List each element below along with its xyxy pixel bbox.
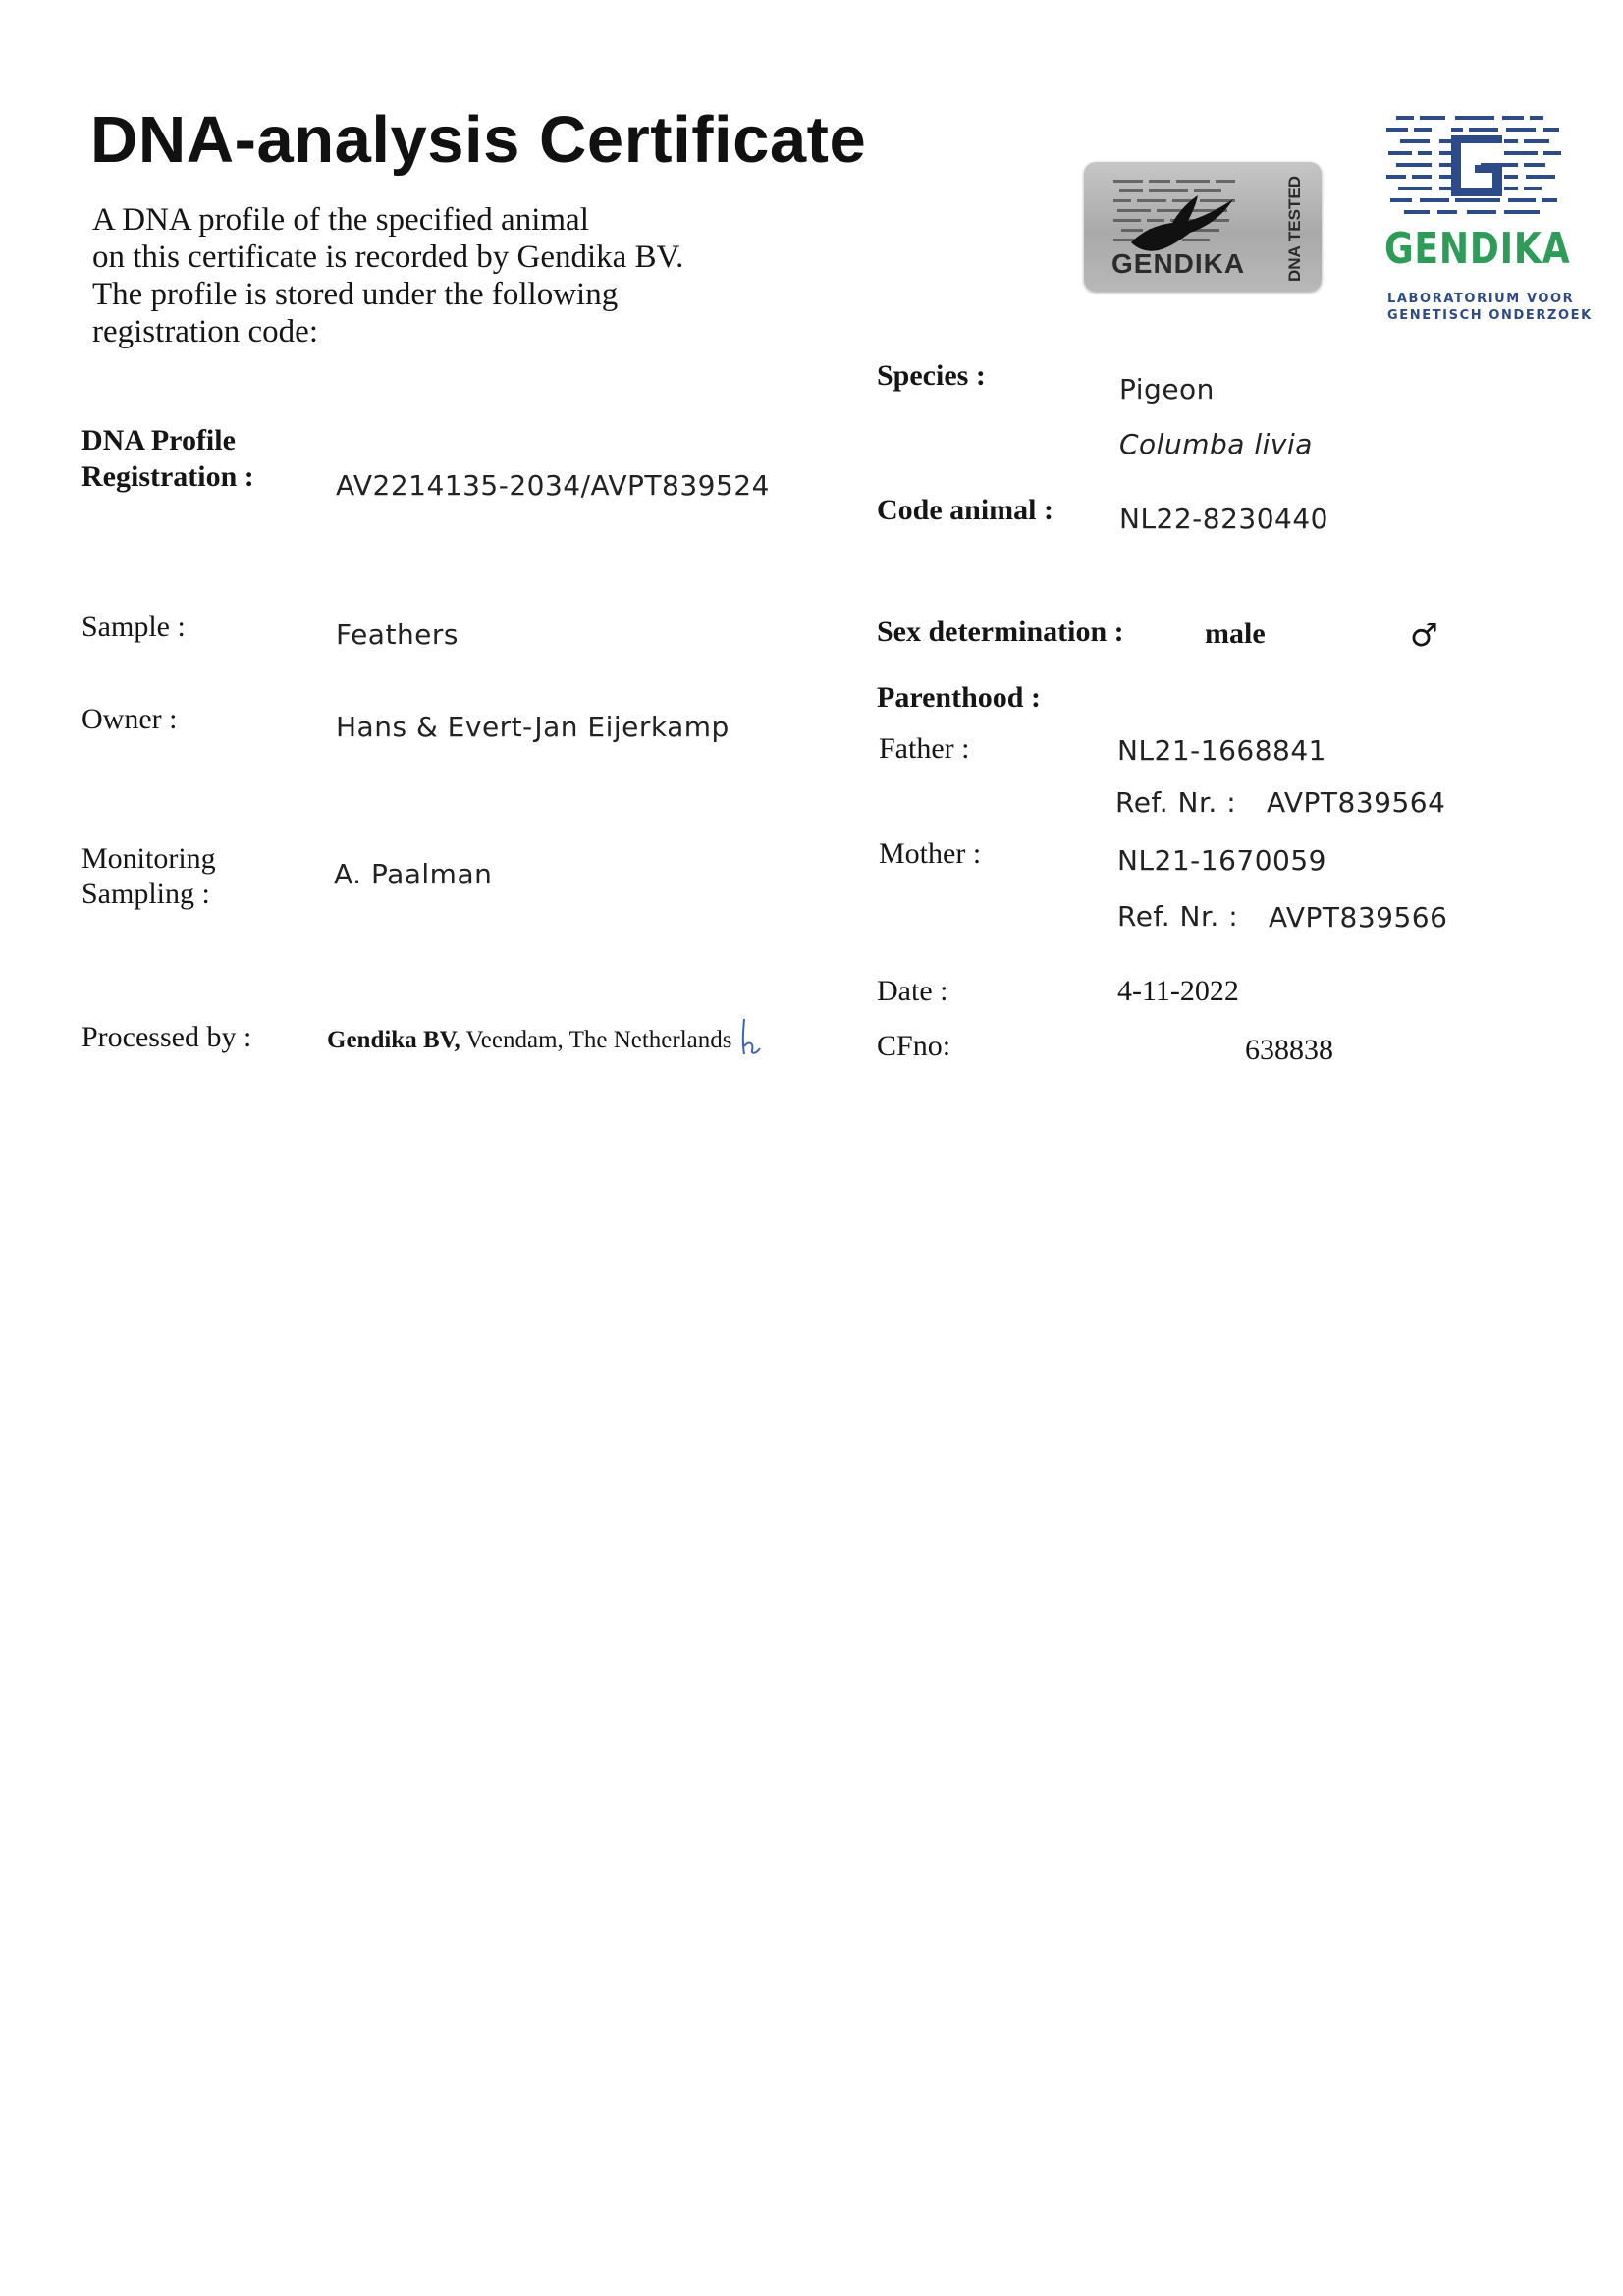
intro-line: registration code: (92, 314, 319, 349)
mother-ref-label: Ref. Nr. : (1117, 900, 1239, 933)
father-label: Father : (879, 732, 970, 765)
processed-company: Gendika BV, (327, 1027, 460, 1053)
mother-value: NL21-1670059 (1117, 844, 1326, 877)
father-ref-value: AVPT839564 (1267, 786, 1446, 819)
processed-label: Processed by : (81, 1021, 252, 1053)
dna-profile-label: DNA Profile (81, 424, 236, 456)
monitoring-value: A. Paalman (334, 858, 493, 890)
species-latin: Columba livia (1119, 428, 1313, 460)
cfno-value: 638838 (1245, 1034, 1333, 1066)
processed-location: Veendam, The Netherlands (460, 1027, 732, 1053)
code-animal-value: NL22-8230440 (1119, 503, 1328, 535)
intro-line: The profile is stored under the following (92, 277, 619, 312)
dna-tested-sticker (1084, 162, 1322, 292)
sticker-brand: GENDIKA (1111, 248, 1246, 279)
handwritten-initial-mark (738, 1017, 764, 1058)
sampling-label: Sampling : (81, 878, 210, 910)
registration-label: Registration : (81, 460, 254, 493)
sample-label: Sample : (81, 611, 186, 643)
sex-value: male (1205, 617, 1266, 650)
code-animal-label: Code animal : (877, 494, 1054, 526)
gendika-logo-icon (1386, 114, 1563, 220)
page-title: DNA-analysis Certificate (90, 103, 867, 177)
monitoring-label: Monitoring (81, 842, 216, 875)
species-label: Species : (877, 359, 986, 392)
mother-ref-value: AVPT839566 (1269, 901, 1448, 934)
processed-value (327, 1027, 732, 1054)
owner-value: Hans & Evert-Jan Eijerkamp (336, 711, 730, 743)
logo-subtitle: LABORATORIUM VOOR GENETISCH ONDERZOEK (1387, 292, 1593, 323)
intro-line: on this certificate is recorded by Gendika BV. (92, 240, 684, 275)
mother-label: Mother : (879, 837, 982, 870)
registration-code: AV2214135-2034/AVPT839524 (336, 469, 770, 502)
male-symbol-icon: ♂ (1410, 616, 1438, 654)
species-common: Pigeon (1119, 373, 1215, 405)
sticker-side-text: DNA TESTED (1285, 176, 1304, 282)
intro-text (92, 201, 839, 350)
sex-determination-label: Sex determination : (877, 615, 1124, 648)
date-value: 4-11-2022 (1117, 975, 1239, 1007)
pigeon-silhouette-icon (1131, 195, 1233, 251)
intro-line: A DNA profile of the specified animal (92, 202, 589, 238)
cfno-label: CFno: (877, 1030, 951, 1062)
father-value: NL21-1668841 (1117, 734, 1326, 767)
owner-label: Owner : (81, 703, 178, 735)
logo-wordmark: GENDIKA (1384, 224, 1571, 274)
father-ref-label: Ref. Nr. : (1115, 786, 1237, 819)
parenthood-label: Parenthood : (877, 681, 1041, 714)
date-label: Date : (877, 975, 948, 1007)
sample-value: Feathers (336, 618, 460, 651)
